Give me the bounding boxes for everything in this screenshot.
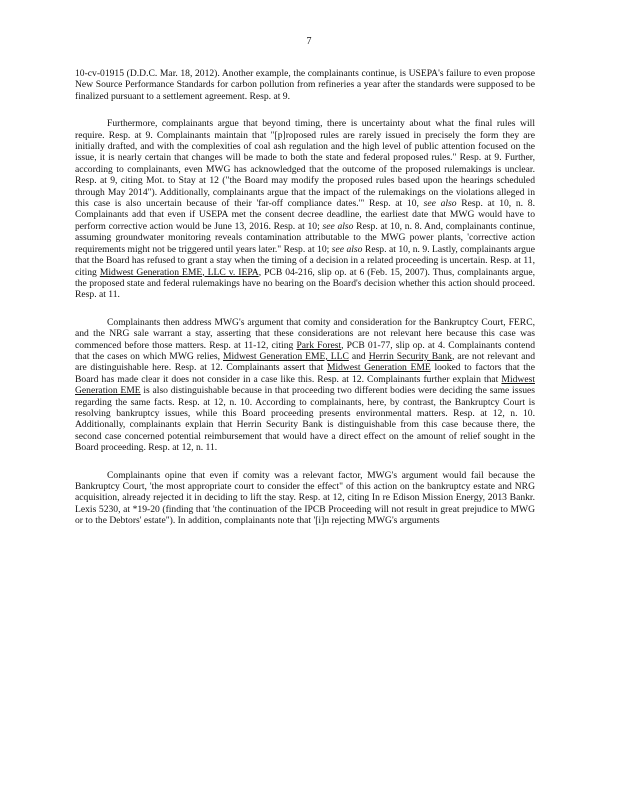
text-run: and [348, 350, 369, 362]
citation-signal: see also [331, 243, 363, 255]
paragraph-1 [75, 68, 535, 102]
page-number: 7 [306, 36, 312, 47]
text-run: looked to factors that the Board has made clear it does not consider in a case like this. Resp. at 12. Complainants further explain that [75, 362, 535, 385]
text-run: Complainants then address MWG's argument that comity and consideration for the Bankruptcy Court, FERC, and the NRG sale warrant a stay, asserting that these considerations are not relevant here because this case was commenced before those matters. Resp. at 11-12, citing [75, 316, 535, 351]
paragraph-3 [75, 317, 535, 454]
case-citation: Herrin Security Bank [368, 350, 452, 362]
text-run: , are not relevant and are distinguishable here. Resp. at 12. Complainants assert that [75, 350, 535, 374]
text-run: Furthermore, complainants argue that beyond timing, there is uncertainty about what the final rules will require. Resp. at 9. Complainants maintain that "[p]roposed rules are rarely issued in precisely the form they are initially drafted, and with the complexities of coal ash regulation and the high level of public attention focused on the issue, it is nearly certain that changes will be made to both the state and federal proposed rules." Resp. at 9. Further, according to complainants, even MWG has acknowledged that the outcome of the proposed rulemakings is unclear. Resp. at 9, citing Mot. to Stay at 12 ("the Board may modify the proposed rules based upon the hearings scheduled through May 2014"). Additionally, complainants argue that the impact of the rulemakings on the violations alleged in this case is also uncertain because of their 'far-off compliance dates.'" Resp. at 10, [75, 118, 535, 210]
case-citation: Midwest Generation EME, LLC [222, 350, 349, 362]
text-run: Resp. at 10, n. 8. Complainants add that even if USEPA met the consent decree deadline, the earliest date that MWG would have to perform corrective action would be June 13, 2016. Resp. at 10; [75, 198, 535, 232]
text-run: Complainants opine that even if comity was a relevant factor, MWG's argument would fail because the Bankruptcy Court, 'the most appropriate court to consider the effect" of this action on the bankruptcy estate and NRG acquisition, already rejected it in deciding to lift the stay. Resp. at 12, citing In re Edison Mission Energy, 2013 Bankr. Lexis 5230, at *19-20 (finding that 'the continuation of the IPCB Proceeding will not result in great prejudice to MWG or to the Debtors' estate"). In addition, complainants note that '[i]n rejecting MWG's arguments [75, 469, 535, 527]
text-run: Resp. at 10, n. 8. And, complainants continue, assuming groundwater monitoring reveals contamination attributable to the MWG power plants, 'corrective action requirements might not be triggered until years later." Resp. at 10; [75, 220, 535, 255]
paragraph-4 [75, 470, 535, 527]
case-citation: Midwest Generation EME, LLC v. IEPA [99, 266, 259, 278]
text-run: , PCB 01-77, slip op. at 4. Complainants contend that the cases on which MWG relies, [75, 339, 535, 362]
case-citation: Midwest Generation EME [75, 373, 535, 397]
text-run: is also distinguishable because in that proceeding two different bodies were deciding the same issues regarding the same facts. Resp. at 12, n. 10. According to complainants, here, by contrast, the Bankruptcy Court is resolving bankruptcy issues, while this Board proceeding presents environmental matters. Resp. at 12, n. 10. Additionally, complainants explain that Herrin Security Bank is distinguishable from this case because there, the second case concerned potential reimbursement that would have a direct effect on the amount of relief sought in the Board proceeding. Resp. at 12, n. 11. [75, 385, 535, 454]
text-run: 10-cv-01915 (D.D.C. Mar. 18, 2012). Another example, the complainants continue, is USEPA's failure to even propose New Source Performance Standards for carbon pollution from refineries a year after the standards were supposed to be finalized pursuant to a settlement agreement. Resp. at 9. [75, 68, 535, 102]
text-run: Resp. at 10, n. 9. Lastly, complainants argue that the Board has refused to grant a stay when the timing of a decision in a related proceeding is uncertain. Resp. at 11, citing [75, 243, 535, 278]
case-citation: Park Forest [296, 339, 342, 351]
case-citation: Midwest Generation EME [326, 362, 431, 374]
text-run: , PCB 04-216, slip op. at 6 (Feb. 15, 2007). Thus, complainants argue, the proposed state and federal rulemakings have no bearing on the Board's decision whether this action should proceed. Resp. at 11. [75, 266, 535, 301]
document-body [75, 68, 535, 543]
paragraph-2 [75, 118, 535, 301]
citation-signal: see also [423, 198, 457, 210]
citation-signal: see also [322, 220, 354, 232]
